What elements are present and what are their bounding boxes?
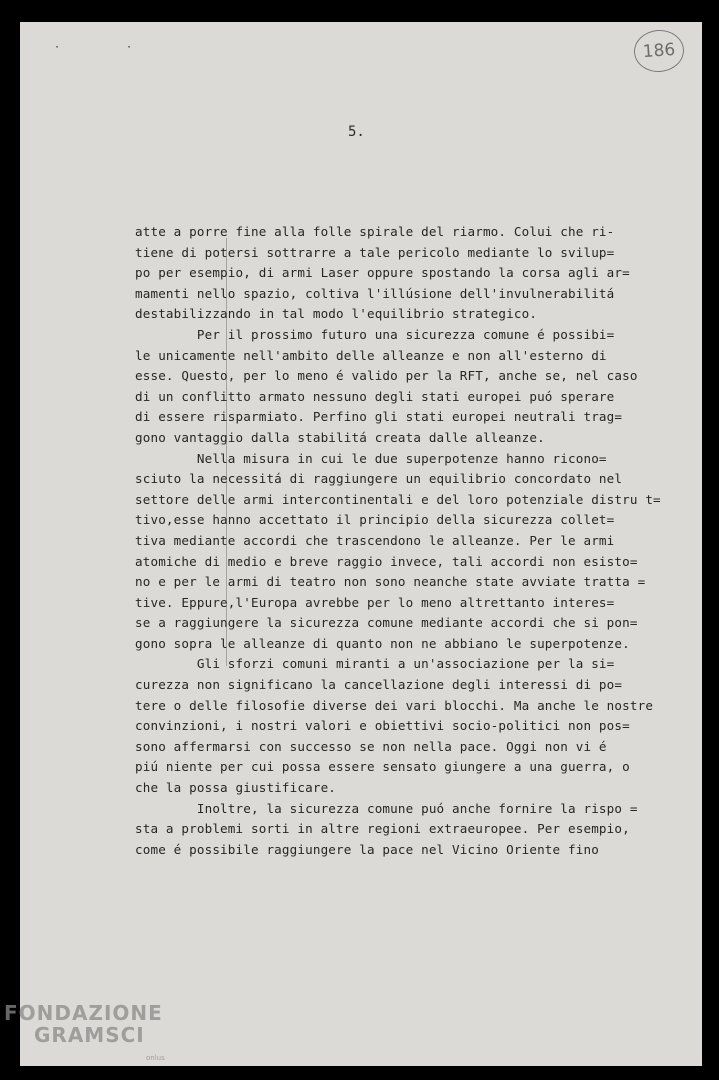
text-line: no e per le armi di teatro non sono neanche state avviate tratta = [135, 574, 646, 590]
typed-text-body [135, 222, 665, 860]
text-line: piú niente per cui possa essere sensato giungere a una guerra, o [135, 759, 630, 775]
page-number: 5. [348, 124, 365, 140]
fondazione-gramsci-watermark [4, 1001, 165, 1062]
paper-specks: · · [54, 42, 163, 53]
text-line: esse. Questo, per lo meno é valido per la RFT, anche se, nel caso [135, 368, 638, 384]
text-line: mamenti nello spazio, coltiva l'illúsione dell'invulnerabilitá [135, 285, 615, 301]
text-line: gono vantaggio dalla stabilitá creata dalle alleanze. [135, 429, 545, 445]
page-stamp: 186 [633, 28, 686, 73]
text-line: tive. Eppure,l'Europa avrebbe per lo meno altrettanto interes= [135, 594, 615, 610]
text-line: tivo,esse hanno accettato il principio della sicurezza collet= [135, 512, 615, 528]
text-line: settore delle armi intercontinentali e del loro potenziale distru t= [135, 491, 661, 507]
text-line: Per il prossimo futuro una sicurezza comune é possibi= [135, 326, 615, 342]
text-line: come é possibile raggiungere la pace nel Vicino Oriente fino [135, 841, 599, 857]
text-line: tere o delle filosofie diverse dei vari blocchi. Ma anche le nostre [135, 697, 654, 713]
text-line: Nella misura in cui le due superpotenze hanno ricono= [135, 450, 607, 466]
text-line: atte a porre fine alla folle spirale del riarmo. Colui che ri- [135, 224, 615, 239]
text-line: tiene di potersi sottrarre a tale pericolo mediante lo svilup= [135, 244, 615, 260]
text-line: di essere risparmiato. Perfino gli stati europei neutrali trag= [135, 409, 623, 425]
text-line: se a raggiungere la sicurezza comune mediante accordi che si pon= [135, 615, 638, 631]
text-line: atomiche di medio e breve raggio invece, tali accordi non esisto= [135, 553, 638, 569]
text-line: tiva mediante accordi che trascendono le alleanze. Per le armi [135, 532, 615, 548]
text-line: convinzioni, i nostri valori e obiettivi socio-politici non pos= [135, 718, 630, 734]
text-line: che la possa giustificare. [135, 780, 337, 796]
document-page [20, 22, 702, 1066]
watermark-line1: FONDAZIONE [4, 1001, 163, 1025]
text-line: sta a problemi sorti in altre regioni extraeuropee. Per esempio, [135, 821, 630, 837]
watermark-sub: onlus [146, 1054, 165, 1062]
watermark-line2: GRAMSCI [34, 1023, 145, 1047]
text-line: di un conflitto armato nessuno degli stati europei puó sperare [135, 388, 615, 404]
text-line: sono affermarsi con successo se non nella pace. Oggi non vi é [135, 738, 607, 754]
text-line: sciuto la necessitá di raggiungere un equilibrio concordato nel [135, 471, 623, 487]
text-line: curezza non significano la cancellazione degli interessi di po= [135, 677, 623, 693]
text-line: le unicamente nell'ambito delle alleanze e non all'esterno di [135, 347, 607, 363]
text-line: destabilizzando in tal modo l'equilibrio strategico. [135, 306, 538, 322]
text-line: gono sopra le alleanze di quanto non ne abbiano le superpotenze. [135, 635, 630, 651]
text-line: Gli sforzi comuni miranti a un'associazione per la si= [135, 656, 615, 672]
text-line: Inoltre, la sicurezza comune puó anche fornire la rispo = [135, 800, 638, 816]
text-line: po per esempio, di armi Laser oppure spostando la corsa agli ar= [135, 265, 630, 281]
